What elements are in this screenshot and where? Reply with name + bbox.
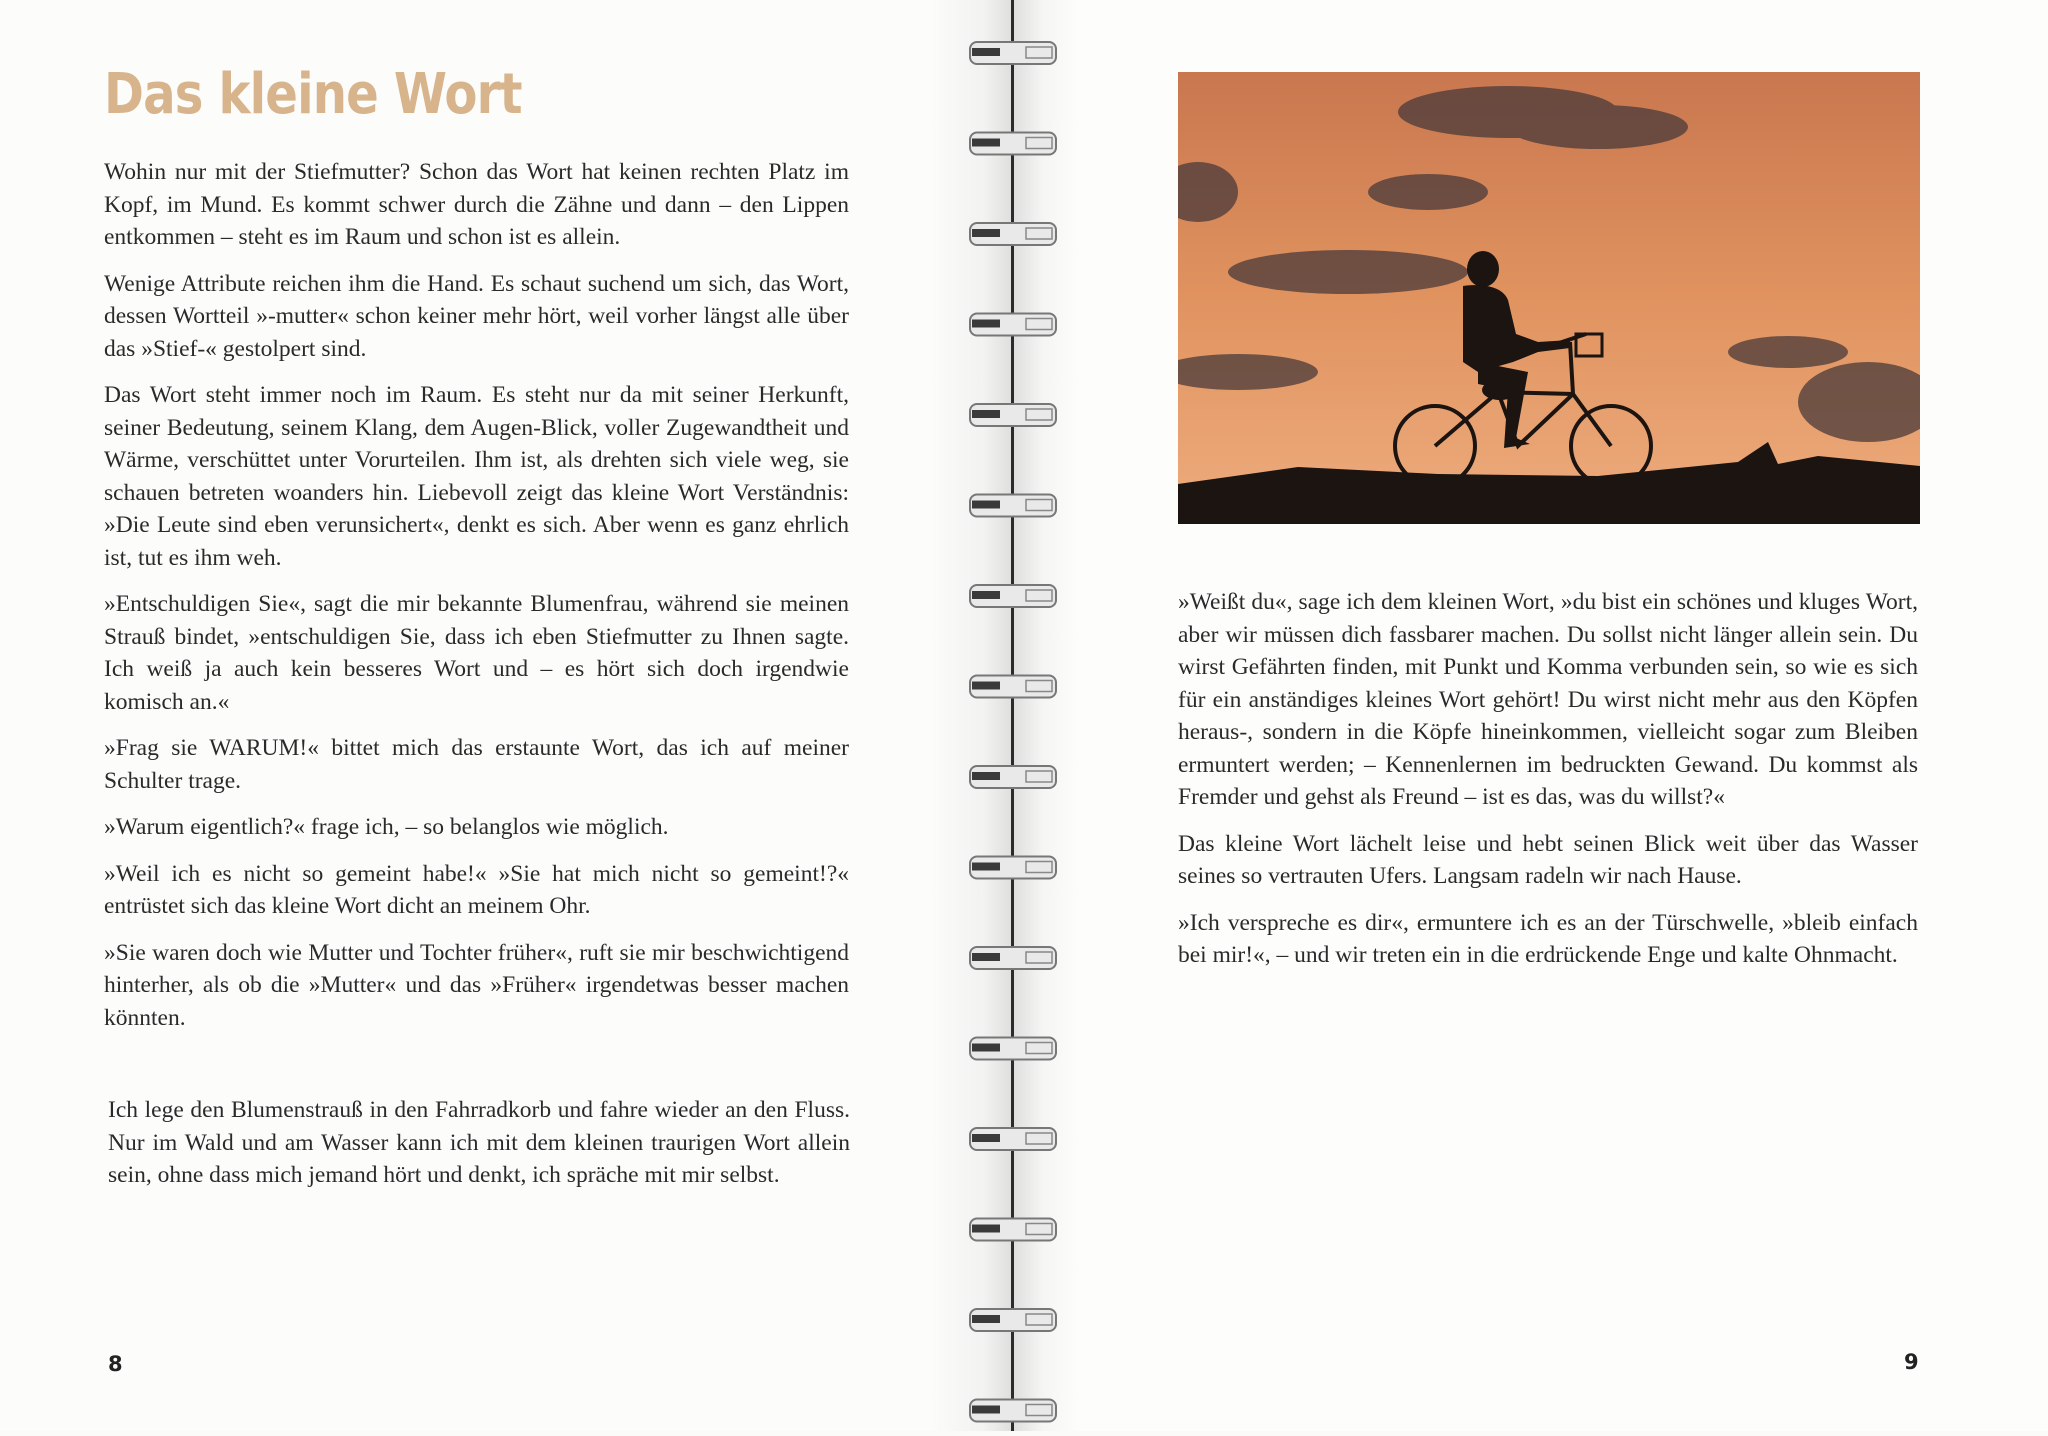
paragraph: »Sie waren doch wie Mutter und Tochter früher«, ruft sie mir beschwichtigend hinterher, als ob die »Mutter« und das »Früher« irgendetwas besser machen könnten.	[104, 939, 849, 1031]
binding-ring	[970, 42, 1056, 64]
paragraph: Wohin nur mit der Stiefmutter? Schon das Wort hat keinen rechten Platz im Kopf, im Mund. Es kommt schwer durch die Zähne und dann – den Lippen entkommen – steht es im Raum und schon ist es allein.	[104, 159, 849, 250]
spiral-binding	[968, 0, 1068, 1431]
binding-ring	[970, 857, 1056, 879]
binding-ring	[970, 223, 1056, 245]
binding-ring	[970, 947, 1056, 969]
chapter-title: Das kleine Wort	[104, 62, 522, 127]
binding-ring	[970, 585, 1056, 607]
cyclist-sunset-photo	[1178, 72, 1920, 524]
paragraph: »Weil ich es nicht so gemeint habe!« »Sie hat mich nicht so gemeint!?« entrüstet sich das kleine Wort dicht an meinem Ohr.	[104, 860, 849, 919]
right-body-text	[1178, 586, 1918, 986]
binding-ring	[970, 766, 1056, 788]
binding-ring	[970, 133, 1056, 155]
paragraph: »Entschuldigen Sie«, sagt die mir bekannte Blumenfrau, während sie meinen Strauß bindet, »entschuldigen Sie, dass ich eben Stiefmutter zu Ihnen sagte. Ich weiß ja auch kein besseres Wort und – es hört sich doch irgendwie komisch an.«	[104, 591, 849, 715]
paragraph: Das Wort steht immer noch im Raum. Es steht nur da mit seiner Herkunft, seiner Bedeutung, seinem Klang, dem Augen-Blick, voller Zugewandtheit und Wärme, verschüttet unter Vorurteilen. Ihm ist, als drehten sich viele weg, sie schauen betreten woanders hin. Liebevoll zeigt das kleine Wort Verständnis: »Die Leute sind eben verunsichert«, denkt es sich. Aber wenn es ganz ehrlich ist, tut es ihm weh.	[104, 382, 849, 571]
binding-ring	[970, 676, 1056, 698]
page-number-left: 8	[108, 1352, 123, 1376]
binding-ring	[970, 495, 1056, 517]
binding-ring	[970, 1309, 1056, 1331]
paragraph: »Warum eigentlich?« frage ich, – so belanglos wie möglich.	[104, 814, 669, 840]
closing-paragraph: Ich lege den Blumenstrauß in den Fahrradkorb und fahre wieder an den Fluss. Nur im Wald und am Wasser kann ich mit dem kleinen traurigen Wort allein sein, ohne dass mich jemand hört und denkt, ich spräche mit mir selbst.	[108, 1097, 850, 1188]
binding-ring	[970, 1400, 1056, 1422]
binding-ring	[970, 404, 1056, 426]
binding-ring	[970, 1038, 1056, 1060]
paragraph: Das kleine Wort lächelt leise und hebt seinen Blick weit über das Wasser seines so vertrauten Ufers. Langsam radeln wir nach Hause.	[1178, 830, 1918, 889]
left-closing-text	[108, 1094, 850, 1206]
binding-ring	[970, 314, 1056, 336]
paragraph: »Ich verspreche es dir«, ermuntere ich es an der Türschwelle, »bleib einfach bei mir!«, – und wir treten ein in die erdrückende Enge und kalte Ohnmacht.	[1178, 909, 1918, 968]
paragraph: Wenige Attribute reichen ihm die Hand. Es schaut suchend um sich, das Wort, dessen Wortteil »-mutter« schon keiner mehr hört, weil vorher längst alle über das »Stief-« gestolpert sind.	[104, 270, 849, 362]
paragraph: »Weißt du«, sage ich dem kleinen Wort, »du bist ein schönes und kluges Wort, aber wir müssen dich fassbarer machen. Du sollst nicht länger allein sein. Du wirst Gefährten finden, mit Punkt und Komma verbunden sein, so wie es sich für ein anständiges kleines Wort gehört! Du wirst nicht mehr aus den Köpfen heraus-, sondern in die Köpfe hineinkommen, vielleicht sogar zum Bleiben ermuntert werden; – Kennenlernen im bedruckten Gewand. Du kommst als Fremder und gehst als Freund – ist es das, was du willst?«	[1178, 589, 1918, 810]
binding-rings	[968, 0, 1068, 1431]
left-body-text	[104, 156, 849, 1048]
binding-ring	[970, 1128, 1056, 1150]
binding-ring	[970, 1219, 1056, 1241]
page-number-right: 9	[1904, 1350, 1919, 1374]
left-page	[0, 0, 980, 1431]
paragraph: »Frag sie WARUM!« bittet mich das erstaunte Wort, das ich auf meiner Schulter trage.	[104, 735, 849, 794]
